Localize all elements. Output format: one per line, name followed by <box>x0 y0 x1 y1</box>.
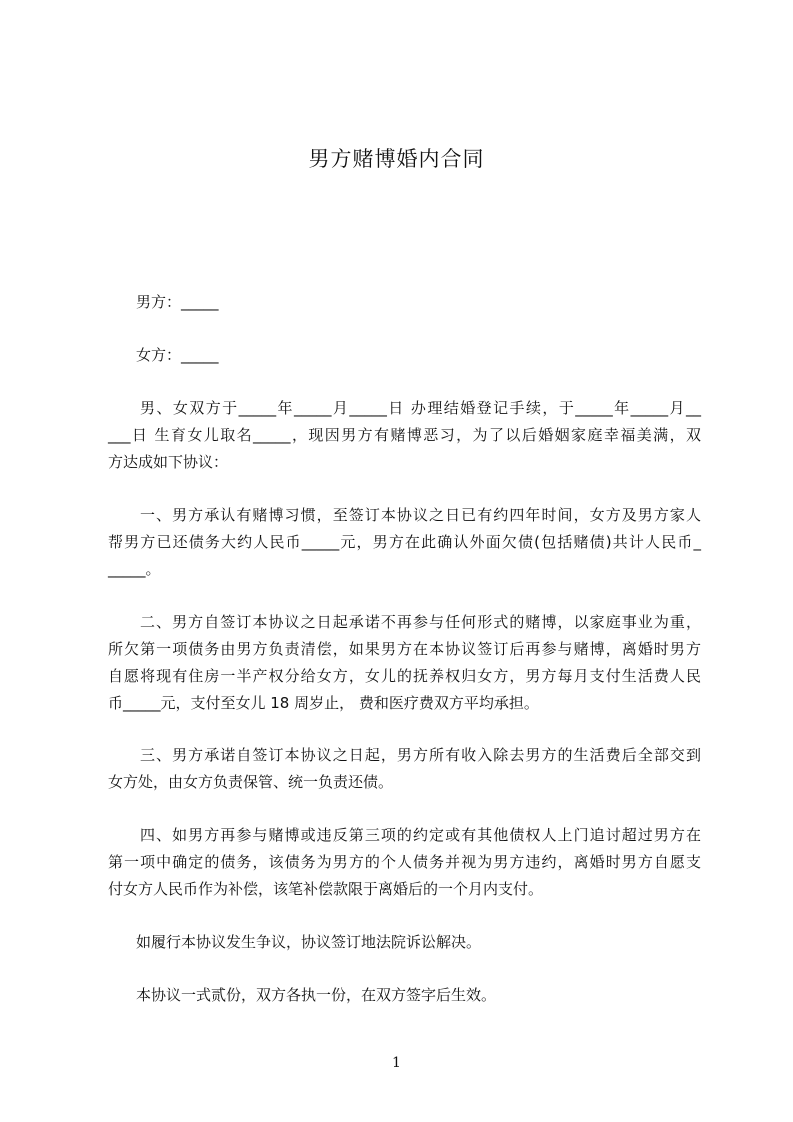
clause-1-line: 帮男方已还债务大约人民币_____元，男方在此确认外面欠债(包括赌债)共计人民币_ <box>108 533 701 551</box>
intro-line: 男、女双方于_____年_____月_____日 办理结婚登记手续，于_____年_____月__ <box>140 399 701 417</box>
clause-2-line: 所欠第一项债务由男方负责清偿，如果男方在本协议签订后再参与赌博，离婚时男方 <box>108 640 701 658</box>
clause-3-line: 三、男方承诺自签订本协议之日起，男方所有收入除去男方的生活费后全部交到 <box>140 746 701 764</box>
clause-4-line: 付女方人民币作为补偿，该笔补偿款限于离婚后的一个月内支付。 <box>108 880 544 898</box>
document-title: 男方赌博婚内合同 <box>308 147 485 171</box>
husband-line: 男方：_____ <box>136 293 219 311</box>
wife-line: 女方：_____ <box>136 346 219 364</box>
clause-2-line: 自愿将现有住房一半产权分给女方，女儿的抚养权归女方，男方每月支付生活费人民 <box>108 667 701 685</box>
page-number: 1 <box>392 1055 401 1071</box>
intro-line: ___日 生育女儿取名_____，现因男方有赌博恶习，为了以后婚姻家庭幸福美满，双 <box>108 426 701 444</box>
intro-line: 方达成如下协议： <box>108 453 229 471</box>
clause-1-line: 一、男方承认有赌博习惯，至签订本协议之日已有约四年时间，女方及男方家人 <box>140 506 701 524</box>
clause-2-line: 币_____元，支付至女儿 18 周岁止， 费和医疗费双方平均承担。 <box>108 694 539 712</box>
clause-1-line: _____。 <box>108 560 161 578</box>
clause-4-line: 四、如男方再参与赌博或违反第三项的约定或有其他债权人上门追讨超过男方在 <box>140 826 701 844</box>
clause-4-line: 第一项中确定的债务，该债务为男方的个人债务并视为男方违约，离婚时男方自愿支 <box>108 853 701 871</box>
copies-clause: 本协议一式贰份，双方各执一份，在双方签字后生效。 <box>136 986 497 1004</box>
dispute-clause: 如履行本协议发生争议，协议签订地法院诉讼解决。 <box>136 933 482 951</box>
clause-2-line: 二、男方自签订本协议之日起承诺不再参与任何形式的赌博，以家庭事业为重， <box>140 613 701 631</box>
clause-3-line: 女方处，由女方负责保管、统一负责还债。 <box>108 773 394 791</box>
